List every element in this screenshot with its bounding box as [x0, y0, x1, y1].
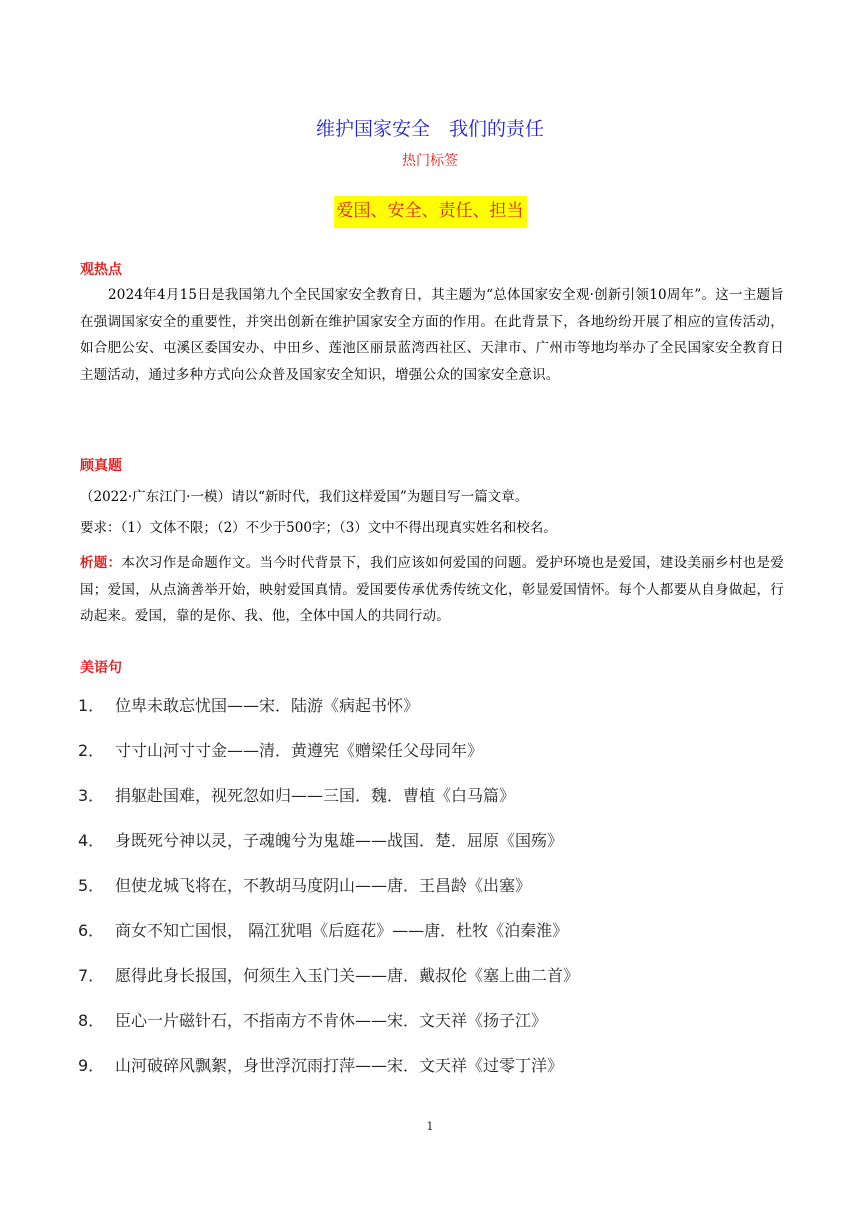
list-item-text: 捐躯赴国难，视死忽如归——三国．魏．曹植《白马篇》: [115, 786, 516, 805]
section-heading-real-exam: 顾真题: [80, 458, 122, 474]
list-item: [78, 1007, 798, 1052]
exam-analysis: [80, 550, 784, 630]
list-item-text: 臣心一片磁针石，不指南方不肯休——宋．文天祥《扬子江》: [115, 1011, 548, 1030]
list-item: [78, 872, 798, 917]
list-item-number: 3．: [78, 786, 105, 805]
list-item: [78, 737, 798, 782]
section-heading-sentences: 美语句: [80, 660, 122, 676]
section-heading-hot-view: 观热点: [80, 262, 122, 278]
list-item-number: 7．: [78, 966, 105, 985]
analysis-label: 析题：: [80, 555, 122, 571]
list-item-text: 位卑未敢忘忧国——宋．陆游《病起书怀》: [115, 696, 420, 715]
document-subtitle: 热门标签: [402, 153, 458, 169]
list-item: [78, 962, 798, 1007]
list-item: [78, 782, 798, 827]
document-title: 维护国家安全 我们的责任: [315, 118, 544, 140]
hot-view-paragraph: 2024年4月15日是我国第九个全民国家安全教育日，其主题为“总体国家安全观·创新引领10周年”。这一主题旨在强调国家安全的重要性，并突出创新在维护国家安全方面的作用。在此背景下，各地纷纷开展了相应的宣传活动，如合肥公安、屯溪区委国安办、中田乡、莲池区丽景蓝湾西社区、天津市、广州市等地均举办了全民国家安全教育日主题活动，通过多种方式向公众普及国家安全知识，增强公众的国家安全意识。: [80, 287, 784, 383]
list-item: [78, 692, 798, 737]
quote-list: [78, 692, 798, 1097]
list-item-number: 1．: [78, 696, 105, 715]
list-item-number: 2．: [78, 741, 105, 760]
list-item-number: 8．: [78, 1011, 105, 1030]
analysis-text: 本次习作是命题作文。当今时代背景下，我们应该如何爱国的问题。爱护环境也是爱国，建设美丽乡村也是爱国；爱国，从点滴善举开始，映射爱国真情。爱国要传承优秀传统文化，彰显爱国情怀。每个人都要从自身做起，行动起来。爱国，靠的是你、我、他，全体中国人的共同行动。: [80, 555, 784, 624]
list-item-text: 山河破碎风飘絮，身世浮沉雨打萍——宋．文天祥《过零丁洋》: [115, 1056, 564, 1075]
exam-question: （2022·广东江门·一模）请以“新时代，我们这样爱国”为题目写一篇文章。: [80, 489, 529, 505]
list-item-number: 4．: [78, 831, 105, 850]
list-item-text: 但使龙城飞将在，不教胡马度阴山——唐．王昌龄《出塞》: [115, 876, 532, 895]
hot-tags: 爱国、安全、责任、担当: [334, 196, 527, 228]
list-item-text: 愿得此身长报国，何须生入玉门关——唐．戴叔伦《塞上曲二首》: [115, 966, 580, 985]
list-item: [78, 1052, 798, 1097]
list-item-text: 寸寸山河寸寸金——清．黄遵宪《赠梁任父母同年》: [115, 741, 484, 760]
list-item-text: 身既死兮神以灵，子魂魄兮为鬼雄——战国．楚．屈原《国殇》: [115, 831, 564, 850]
page-number: 1: [426, 1120, 434, 1133]
list-item-number: 5．: [78, 876, 105, 895]
tags-container: [0, 196, 860, 228]
list-item: [78, 917, 798, 962]
exam-requirements: 要求：（1）文体不限；（2）不少于500字；（3）文中不得出现真实姓名和校名。: [80, 520, 557, 536]
list-item: [78, 827, 798, 872]
list-item-number: 6．: [78, 921, 105, 940]
list-item-text: 商女不知亡国恨， 隔江犹唱《后庭花》——唐．杜牧《泊秦淮》: [115, 921, 569, 940]
list-item-number: 9．: [78, 1056, 105, 1075]
